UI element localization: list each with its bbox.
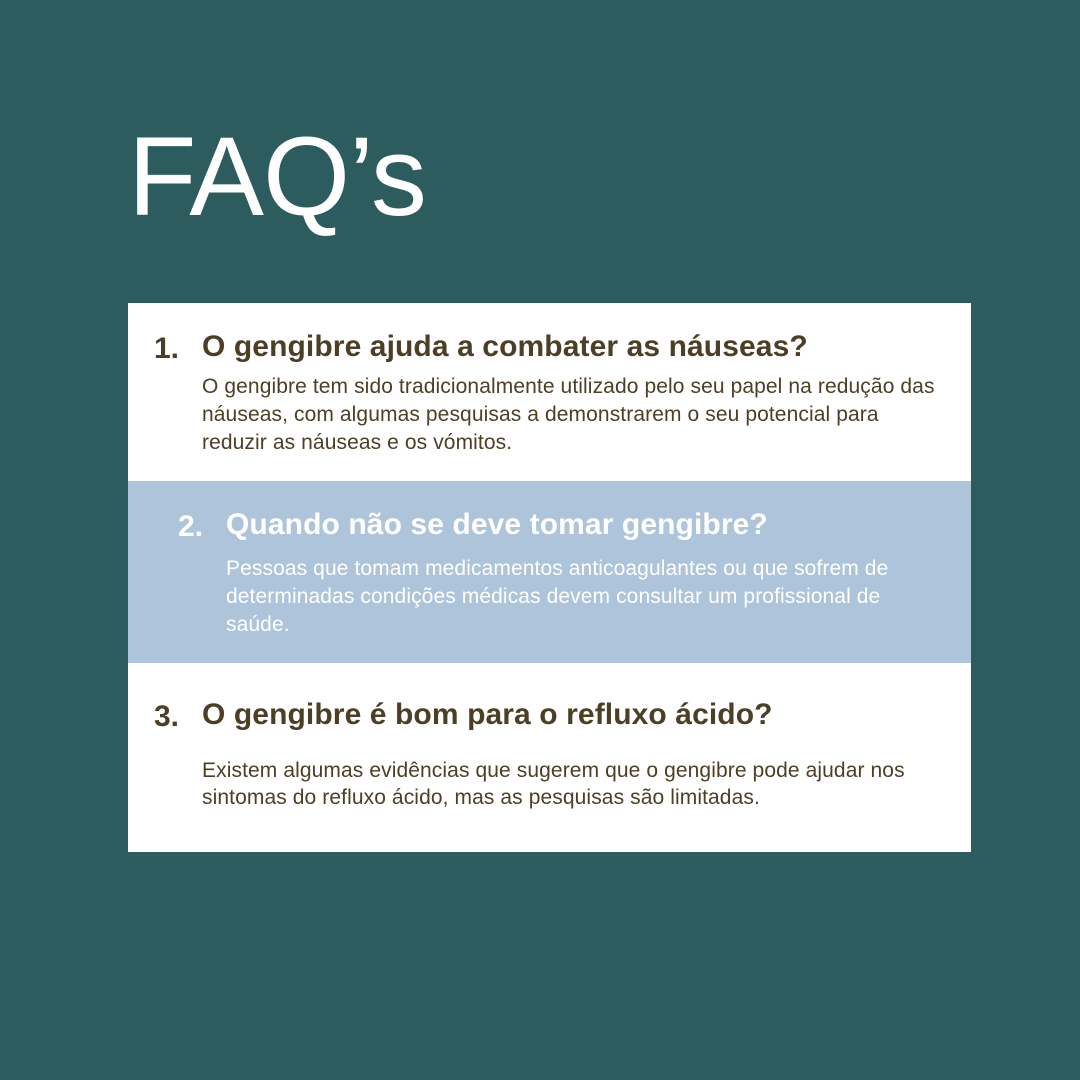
faq-answer: Pessoas que tomam medicamentos anticoagulantes ou que sofrem de determinadas condições médicas devem consultar um profissional de saúde. — [226, 556, 889, 636]
faq-question: O gengibre é bom para o refluxo ácido? — [202, 697, 773, 731]
faq-answer: Existem algumas evidências que sugerem que o gengibre pode ajudar nos sintomas do refluxo ácido, mas as pesquisas são limitadas. — [202, 758, 905, 810]
faq-question-row — [154, 697, 945, 735]
faq-number: 1. — [154, 332, 180, 365]
faq-question-row — [154, 329, 945, 367]
faq-card — [128, 303, 971, 852]
faq-answer: O gengibre tem sido tradicionalmente utilizado pelo seu papel na redução das náuseas, com algumas pesquisas a demonstrarem o seu potencial para reduzir as náuseas e os vómitos. — [202, 375, 935, 454]
faq-number: 2. — [178, 509, 204, 543]
faq-question-row — [154, 507, 945, 545]
faq-item-2[interactable] — [128, 481, 971, 663]
faq-item-3[interactable] — [128, 663, 971, 853]
faq-item-1[interactable] — [128, 303, 971, 481]
faq-question: Quando não se deve tomar gengibre? — [226, 507, 768, 541]
page-title: FAQ’s — [128, 114, 426, 239]
faq-number: 3. — [154, 699, 180, 733]
faq-question: O gengibre ajuda a combater as náuseas? — [202, 330, 808, 363]
